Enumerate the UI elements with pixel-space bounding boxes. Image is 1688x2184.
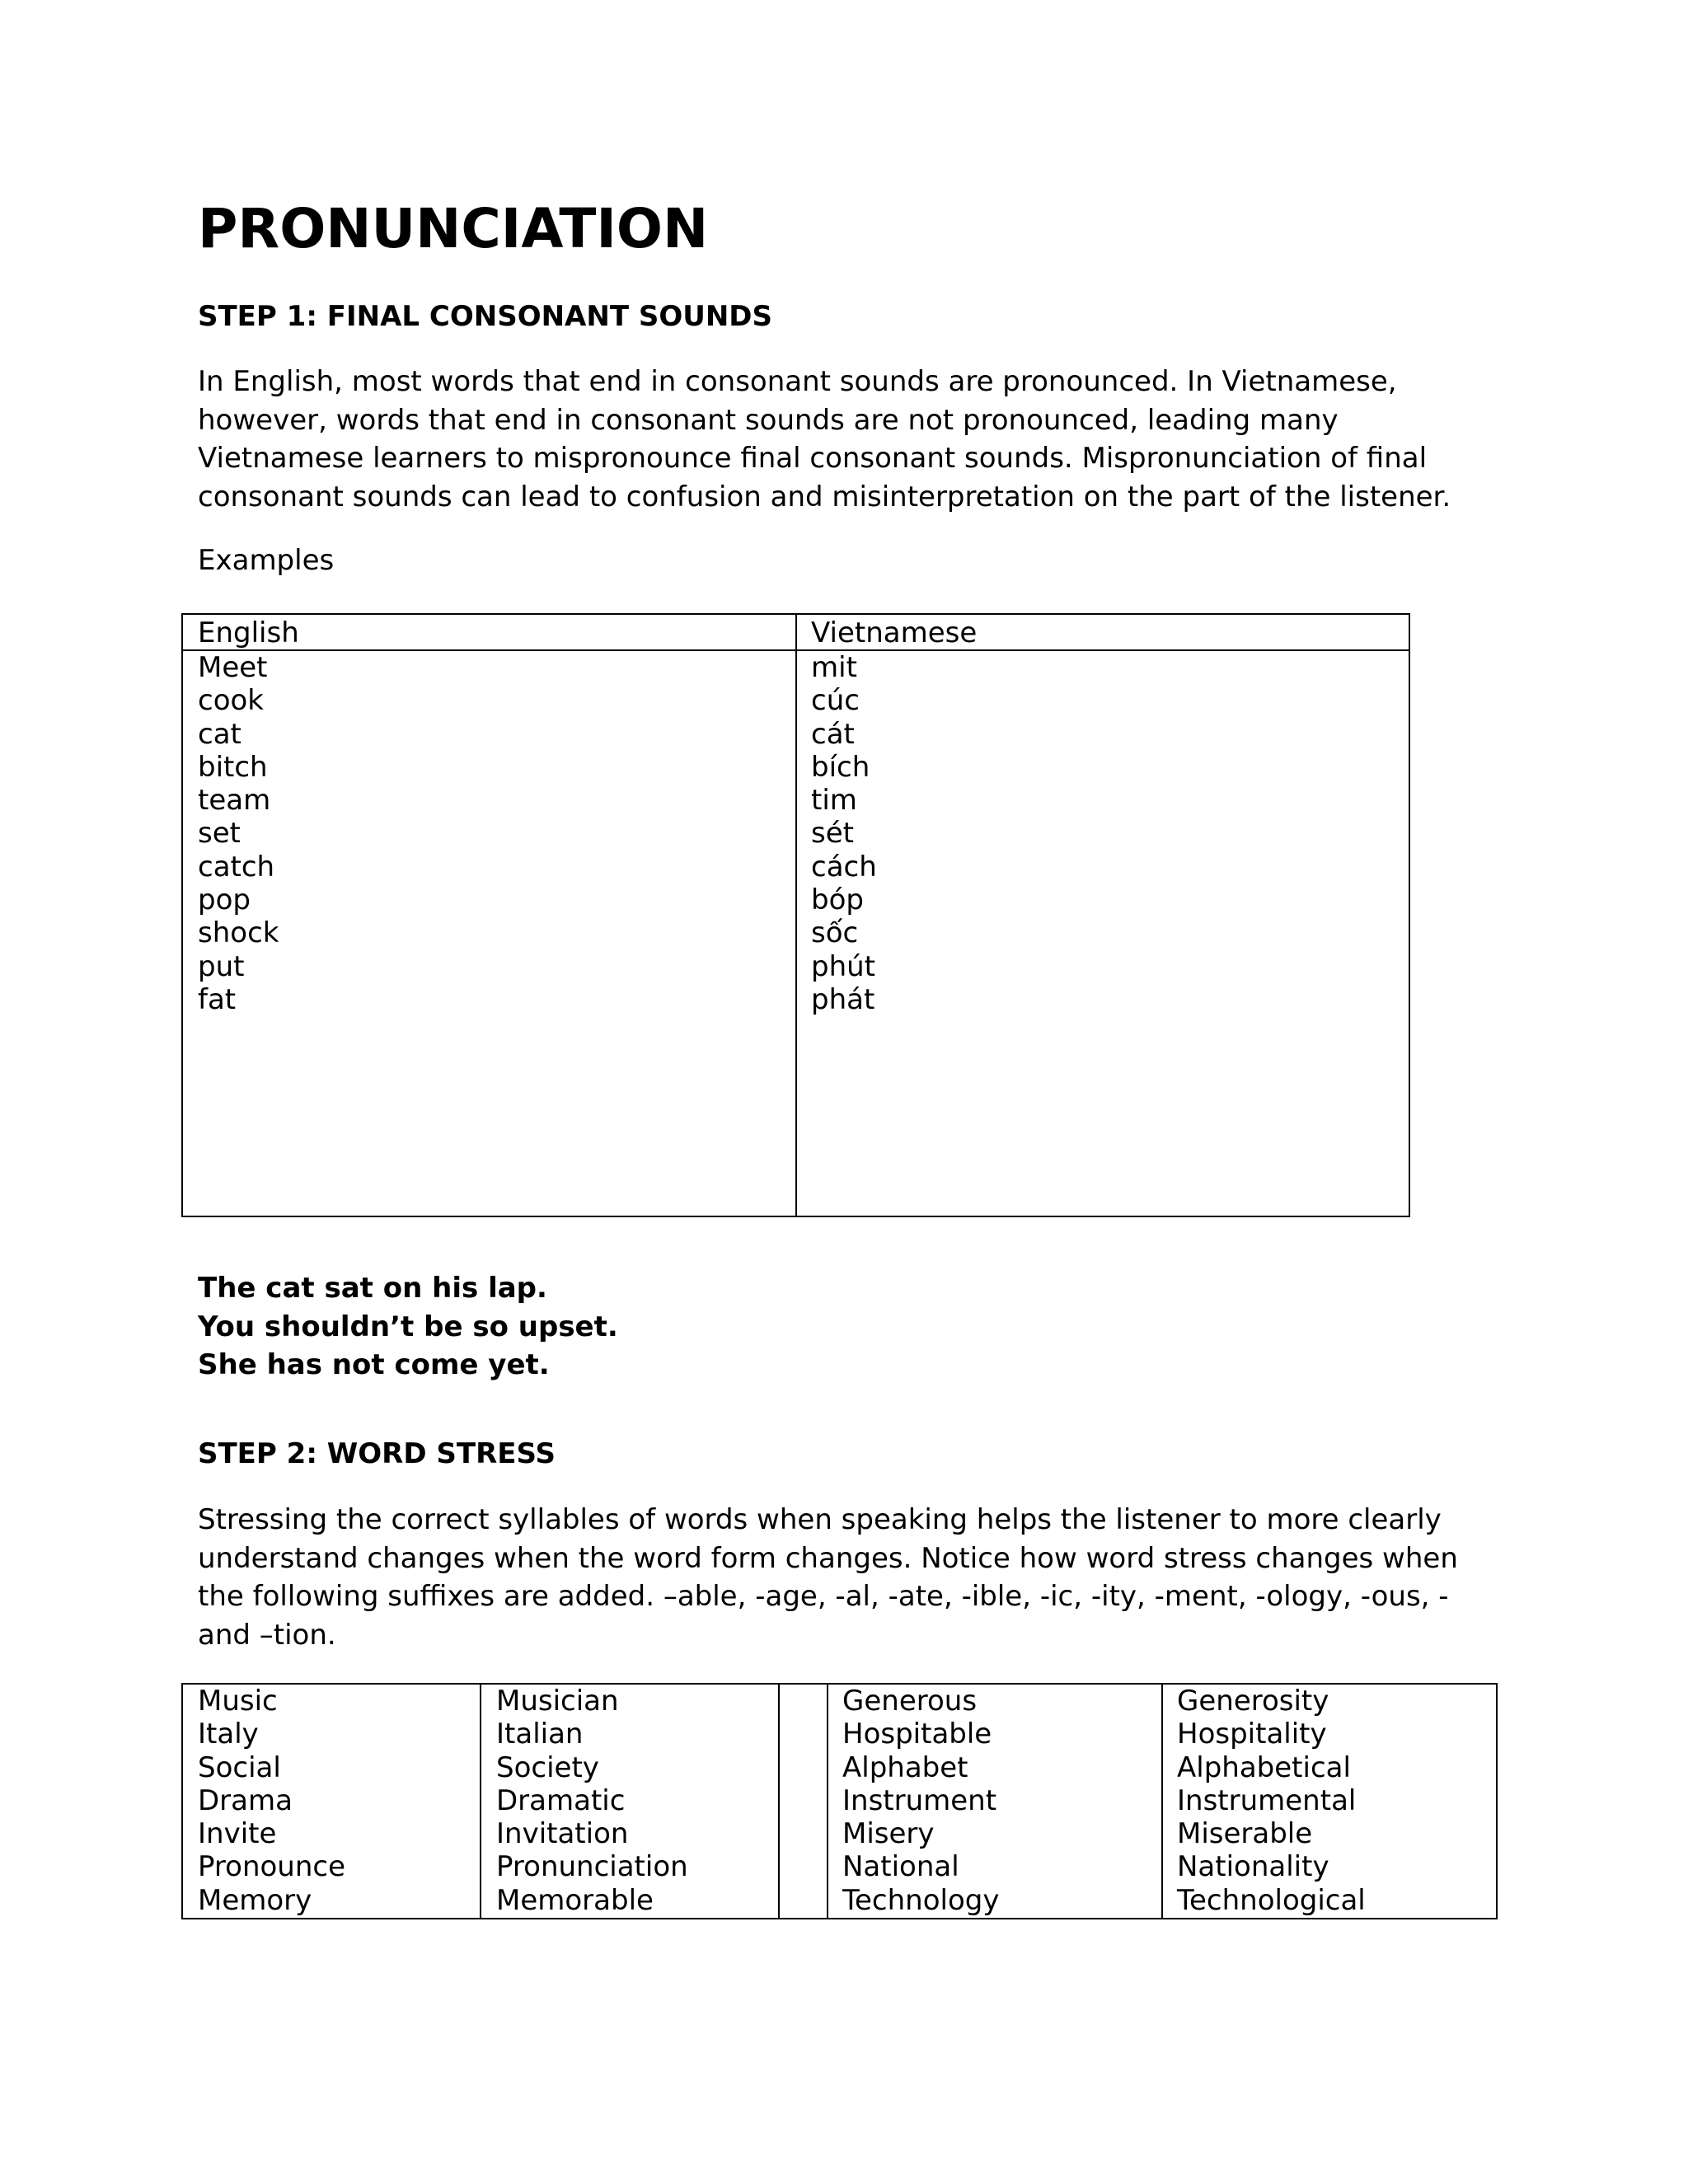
vietnamese-word: phút	[811, 949, 876, 983]
vietnamese-word: sốc	[811, 916, 859, 950]
derived-word: Dramatic	[496, 1783, 626, 1817]
base-word: Drama	[198, 1783, 293, 1817]
base-word: Generous	[842, 1685, 978, 1718]
base-word: Music	[198, 1685, 278, 1718]
step2-paragraph-line: and –tion.	[198, 1618, 336, 1652]
word-stress-column-2	[496, 1685, 688, 1917]
step1-paragraph	[198, 363, 1492, 516]
step2-paragraph-line: understand changes when the word form changes. Notice how word stress changes when	[198, 1541, 1458, 1575]
base-word: Social	[198, 1750, 281, 1784]
derived-word: Pronunciation	[496, 1850, 688, 1884]
vietnamese-word: cát	[811, 717, 855, 751]
step2-paragraph	[198, 1501, 1492, 1654]
english-word: cat	[198, 717, 241, 751]
word-stress-table-divider	[1161, 1685, 1163, 1918]
derived-word: Miserable	[1177, 1817, 1313, 1851]
english-word: team	[198, 784, 271, 818]
vietnamese-word: bích	[811, 750, 870, 784]
english-column-header: English	[198, 616, 299, 649]
english-word: cook	[198, 684, 264, 718]
example-sentence: The cat sat on his lap.	[198, 1272, 547, 1305]
word-stress-column-5	[1177, 1685, 1366, 1917]
english-word: shock	[198, 916, 279, 950]
derived-word: Generosity	[1177, 1685, 1329, 1718]
derived-word: Invitation	[496, 1817, 629, 1851]
vietnamese-word: cúc	[811, 684, 860, 718]
step2-heading: STEP 2: WORD STRESS	[198, 1437, 556, 1470]
english-word: pop	[198, 883, 251, 917]
derived-word: Instrumental	[1177, 1783, 1357, 1817]
word-stress-column-1	[198, 1685, 345, 1917]
base-word: Technology	[842, 1883, 1000, 1917]
base-word: Invite	[198, 1817, 277, 1851]
vietnamese-word-list	[811, 651, 877, 1016]
derived-word: Alphabetical	[1177, 1750, 1351, 1784]
step1-paragraph-line: however, words that end in consonant sounds are not pronounced, leading many	[198, 403, 1339, 437]
derived-word: Hospitality	[1177, 1718, 1327, 1751]
vietnamese-word: cách	[811, 850, 877, 883]
examples-table-divider	[795, 615, 797, 1216]
english-word: put	[198, 949, 245, 983]
vietnamese-word: mit	[811, 651, 857, 684]
step1-paragraph-line: In English, most words that end in consonant sounds are pronounced. In Vietnamese,	[198, 365, 1397, 398]
examples-label: Examples	[198, 544, 335, 577]
derived-word: Memorable	[496, 1883, 654, 1917]
english-word: set	[198, 817, 241, 851]
examples-table	[181, 613, 1410, 1217]
step1-paragraph-line: consonant sounds can lead to confusion and misinterpretation on the part of the listener.	[198, 480, 1451, 513]
vietnamese-word: tim	[811, 784, 857, 818]
example-sentence: She has not come yet.	[198, 1348, 550, 1381]
derived-word: Musician	[496, 1685, 619, 1718]
derived-word: Society	[496, 1750, 599, 1784]
word-stress-table-divider	[480, 1685, 481, 1918]
derived-word: Italian	[496, 1718, 584, 1751]
word-stress-table-divider	[778, 1685, 780, 1918]
example-sentences	[198, 1269, 618, 1385]
word-stress-table-divider	[827, 1685, 828, 1918]
derived-word: Nationality	[1177, 1850, 1329, 1884]
word-stress-column-4	[842, 1685, 999, 1917]
vietnamese-word: bóp	[811, 883, 864, 917]
derived-word: Technological	[1177, 1883, 1366, 1917]
base-word: Misery	[842, 1817, 935, 1851]
english-word-list	[198, 651, 279, 1016]
base-word: National	[842, 1850, 959, 1884]
base-word: Pronounce	[198, 1850, 345, 1884]
page-title: PRONUNCIATION	[198, 197, 709, 260]
word-stress-table	[181, 1683, 1498, 1919]
vietnamese-column-header: Vietnamese	[811, 616, 978, 649]
english-word: Meet	[198, 651, 268, 684]
base-word: Instrument	[842, 1783, 997, 1817]
english-word: fat	[198, 982, 237, 1016]
example-sentence: You shouldn’t be so upset.	[198, 1310, 618, 1343]
vietnamese-word: sét	[811, 817, 854, 851]
step1-heading: STEP 1: FINAL CONSONANT SOUNDS	[198, 300, 773, 333]
step2-paragraph-line: Stressing the correct syllables of words when speaking helps the listener to more clearly	[198, 1503, 1442, 1536]
base-word: Italy	[198, 1718, 259, 1751]
vietnamese-word: phát	[811, 982, 875, 1016]
step2-paragraph-line: the following suffixes are added. –able, -age, -al, -ate, -ible, -ic, -ity, -ment, -ology, -ous, -	[198, 1580, 1449, 1613]
step1-paragraph-line: Vietnamese learners to mispronounce final consonant sounds. Mispronunciation of final	[198, 442, 1428, 475]
base-word: Hospitable	[842, 1718, 992, 1751]
base-word: Alphabet	[842, 1750, 968, 1784]
english-word: bitch	[198, 750, 268, 784]
base-word: Memory	[198, 1883, 312, 1917]
english-word: catch	[198, 850, 275, 883]
